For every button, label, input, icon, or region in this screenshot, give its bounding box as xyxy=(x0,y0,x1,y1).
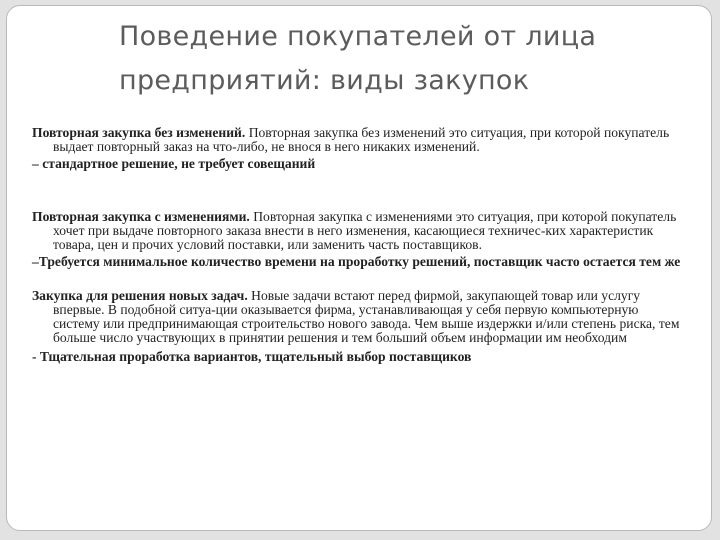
section-note: - Тщательная проработка вариантов, тщательный выбор поставщиков xyxy=(32,349,472,364)
section-text: Новые задачи встают перед фирмой, закупающей товар или услугу впервые. В подобной ситуа-ции оказывается фирма, устанавливающая у себя первую компьютерную систему или предпринимающая строительство нового завода. Чем выше издержки и/или степень риска, тем больше число участвующих в принятии решения и тем больший объем информации им необходим xyxy=(53,288,680,345)
section-text: Повторная закупка без изменений это ситуация, при которой покупатель выдает повторный заказ на что-либо, не внося в него никаких изменений. xyxy=(53,125,670,154)
section-heading: Повторная закупка без изменений. xyxy=(32,125,246,140)
slide-title: Поведение покупателей от лица предприятий: виды закупок xyxy=(119,21,597,96)
section-text: Повторная закупка с изменениями это ситуация, при которой покупатель хочет при выдаче повторного заказа внести в него изменения, касающиеся техничес-ких характеристик товара, цен и прочих условий поставки, или заменить часть поставщиков. xyxy=(53,209,677,252)
section-note: – стандартное решение, не требует совещаний xyxy=(32,156,316,171)
section-heading: Повторная закупка с изменениями. xyxy=(32,209,250,224)
section-note: –Требуется минимальное количество времени на проработку решений, поставщик часто остается тем же xyxy=(32,254,681,269)
section-repeat-purchase-unchanged xyxy=(32,126,682,154)
section-heading: Закупка для решения новых задач. xyxy=(32,288,248,303)
slide-content xyxy=(32,126,682,364)
section-repeat-purchase-modified xyxy=(32,210,682,252)
section-new-task-purchase xyxy=(32,289,682,345)
slide-frame xyxy=(6,5,712,531)
